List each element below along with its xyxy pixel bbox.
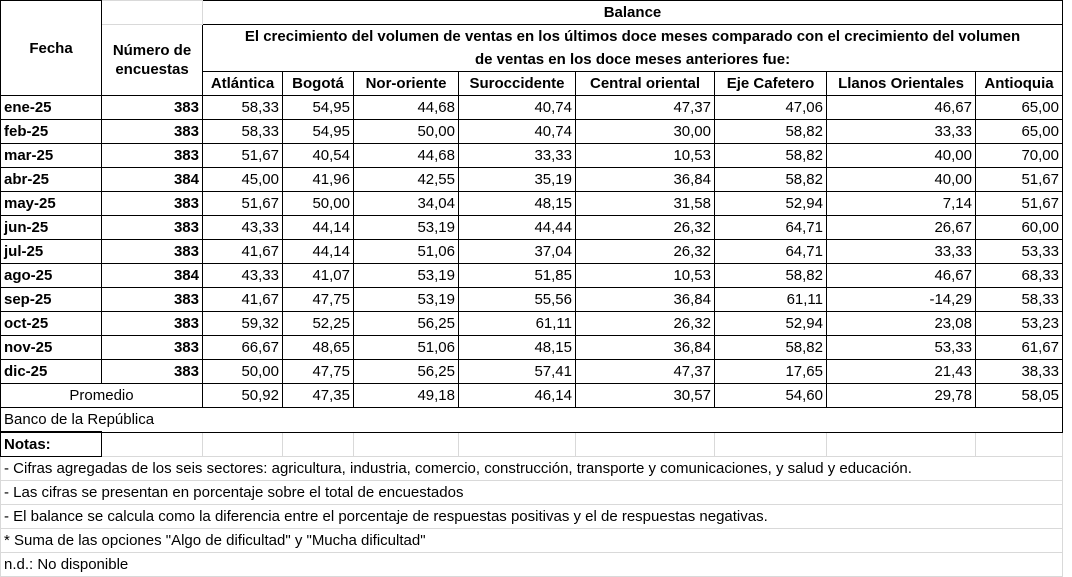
value-cell: 26,32 [576,312,715,336]
value-cell: 56,25 [354,312,459,336]
empty-cell [715,432,827,457]
value-cell: 51,67 [976,168,1063,192]
survey-count-cell: 383 [102,240,203,264]
empty-cell [102,1,203,25]
note-row [1,481,1063,505]
value-cell: 33,33 [827,120,976,144]
value-cell: 58,82 [715,144,827,168]
value-cell: 42,55 [354,168,459,192]
value-cell: 52,94 [715,312,827,336]
value-cell: 50,00 [283,192,354,216]
note-row [1,505,1063,529]
date-cell: jul-25 [1,240,102,264]
balance-header: Balance [203,1,1063,25]
value-cell: 59,32 [203,312,283,336]
value-cell: 44,14 [283,216,354,240]
value-cell: 36,84 [576,336,715,360]
value-cell: 44,14 [283,240,354,264]
source-row [1,408,1063,433]
table-row [1,360,1063,384]
value-cell: 61,11 [715,288,827,312]
value-cell: 17,65 [715,360,827,384]
date-cell: dic-25 [1,360,102,384]
value-cell: 53,23 [976,312,1063,336]
value-cell: 23,08 [827,312,976,336]
date-cell: ago-25 [1,264,102,288]
table-row [1,288,1063,312]
note-text: * Suma de las opciones "Algo de dificultad" y "Mucha dificultad" [1,529,1063,553]
value-cell: 26,32 [576,240,715,264]
table-row [1,96,1063,120]
region-header: Central oriental [576,72,715,96]
table-row [1,240,1063,264]
value-cell: 21,43 [827,360,976,384]
value-cell: 7,14 [827,192,976,216]
value-cell: 43,33 [203,216,283,240]
region-header: Llanos Orientales [827,72,976,96]
numero-encuestas-header [102,25,203,96]
value-cell: 51,06 [354,240,459,264]
value-cell: 54,95 [283,120,354,144]
date-cell: feb-25 [1,120,102,144]
value-cell: 70,00 [976,144,1063,168]
region-header: Nor-oriente [354,72,459,96]
region-header: Antioquia [976,72,1063,96]
header-row-balance [1,1,1063,25]
question-line-2: de ventas en los doce meses anteriores fue: [203,48,1063,72]
empty-cell [459,432,576,457]
note-text: - Cifras agregadas de los seis sectores: agricultura, industria, comercio, construcción, transporte y comunicaciones, y salud y educación. [1,457,1063,481]
survey-count-cell: 383 [102,360,203,384]
value-cell: 53,19 [354,216,459,240]
promedio-label: Promedio [1,384,203,408]
value-cell: 44,44 [459,216,576,240]
value-cell: 41,67 [203,240,283,264]
note-text: - El balance se calcula como la diferencia entre el porcentaje de respuestas positivas y el de respuestas negativas. [1,505,1063,529]
survey-count-cell: 383 [102,216,203,240]
header-row-question-1 [1,25,1063,49]
value-cell: 58,82 [715,168,827,192]
value-cell: 26,32 [576,216,715,240]
value-cell: 58,82 [715,120,827,144]
value-cell: 60,00 [976,216,1063,240]
promedio-value-cell: 29,78 [827,384,976,408]
value-cell: -14,29 [827,288,976,312]
value-cell: 45,00 [203,168,283,192]
value-cell: 51,85 [459,264,576,288]
date-cell: oct-25 [1,312,102,336]
promedio-value-cell: 30,57 [576,384,715,408]
value-cell: 41,67 [203,288,283,312]
value-cell: 55,56 [459,288,576,312]
value-cell: 34,04 [354,192,459,216]
empty-cell [354,432,459,457]
value-cell: 48,15 [459,336,576,360]
value-cell: 61,11 [459,312,576,336]
value-cell: 64,71 [715,216,827,240]
value-cell: 50,00 [354,120,459,144]
table-row [1,264,1063,288]
value-cell: 47,06 [715,96,827,120]
note-row [1,457,1063,481]
value-cell: 40,00 [827,144,976,168]
date-cell: jun-25 [1,216,102,240]
date-cell: abr-25 [1,168,102,192]
value-cell: 64,71 [715,240,827,264]
value-cell: 52,25 [283,312,354,336]
value-cell: 58,33 [203,120,283,144]
value-cell: 44,68 [354,144,459,168]
value-cell: 66,67 [203,336,283,360]
value-cell: 51,06 [354,336,459,360]
value-cell: 40,74 [459,120,576,144]
value-cell: 65,00 [976,96,1063,120]
promedio-value-cell: 54,60 [715,384,827,408]
table-row [1,216,1063,240]
date-cell: nov-25 [1,336,102,360]
survey-count-cell: 383 [102,288,203,312]
region-header: Suroccidente [459,72,576,96]
value-cell: 26,67 [827,216,976,240]
promedio-value-cell: 58,05 [976,384,1063,408]
promedio-row [1,384,1063,408]
table-row [1,192,1063,216]
date-cell: sep-25 [1,288,102,312]
value-cell: 46,67 [827,264,976,288]
survey-count-cell: 383 [102,120,203,144]
table-row [1,120,1063,144]
value-cell: 44,68 [354,96,459,120]
value-cell: 47,75 [283,360,354,384]
value-cell: 52,94 [715,192,827,216]
value-cell: 48,15 [459,192,576,216]
region-header: Eje Cafetero [715,72,827,96]
value-cell: 41,96 [283,168,354,192]
note-text: n.d.: No disponible [1,553,1063,577]
value-cell: 33,33 [459,144,576,168]
value-cell: 53,33 [827,336,976,360]
value-cell: 36,84 [576,168,715,192]
survey-count-cell: 383 [102,312,203,336]
value-cell: 56,25 [354,360,459,384]
value-cell: 37,04 [459,240,576,264]
value-cell: 61,67 [976,336,1063,360]
value-cell: 48,65 [283,336,354,360]
numero-encuestas-line2: encuestas [115,61,189,78]
value-cell: 58,33 [976,288,1063,312]
value-cell: 10,53 [576,144,715,168]
value-cell: 57,41 [459,360,576,384]
empty-cell [827,432,976,457]
value-cell: 53,19 [354,288,459,312]
value-cell: 40,74 [459,96,576,120]
note-row [1,553,1063,577]
notes-title: Notas: [1,432,102,457]
value-cell: 36,84 [576,288,715,312]
value-cell: 33,33 [827,240,976,264]
value-cell: 58,33 [203,96,283,120]
value-cell: 46,67 [827,96,976,120]
value-cell: 47,37 [576,360,715,384]
date-cell: mar-25 [1,144,102,168]
promedio-value-cell: 46,14 [459,384,576,408]
value-cell: 41,07 [283,264,354,288]
value-cell: 51,67 [976,192,1063,216]
empty-cell [283,432,354,457]
value-cell: 31,58 [576,192,715,216]
value-cell: 40,54 [283,144,354,168]
table-row [1,336,1063,360]
value-cell: 38,33 [976,360,1063,384]
value-cell: 43,33 [203,264,283,288]
value-cell: 51,67 [203,144,283,168]
question-line-1: El crecimiento del volumen de ventas en los últimos doce meses comparado con el crecimiento del volumen [203,25,1063,49]
promedio-value-cell: 50,92 [203,384,283,408]
numero-encuestas-line1: Número de [112,42,192,59]
value-cell: 35,19 [459,168,576,192]
value-cell: 58,82 [715,264,827,288]
empty-cell [102,432,203,457]
value-cell: 65,00 [976,120,1063,144]
value-cell: 51,67 [203,192,283,216]
table-row [1,312,1063,336]
value-cell: 54,95 [283,96,354,120]
value-cell: 47,75 [283,288,354,312]
value-cell: 40,00 [827,168,976,192]
empty-cell [576,432,715,457]
value-cell: 47,37 [576,96,715,120]
date-cell: ene-25 [1,96,102,120]
survey-count-cell: 384 [102,168,203,192]
survey-count-cell: 384 [102,264,203,288]
survey-count-cell: 383 [102,336,203,360]
survey-count-cell: 383 [102,192,203,216]
note-text: - Las cifras se presentan en porcentaje sobre el total de encuestados [1,481,1063,505]
table-row [1,144,1063,168]
fecha-header: Fecha [1,1,102,96]
value-cell: 68,33 [976,264,1063,288]
value-cell: 30,00 [576,120,715,144]
promedio-value-cell: 47,35 [283,384,354,408]
source-text: Banco de la República [1,408,1063,433]
survey-count-cell: 383 [102,144,203,168]
notes-title-row [1,432,1063,457]
date-cell: may-25 [1,192,102,216]
promedio-value-cell: 49,18 [354,384,459,408]
survey-count-cell: 383 [102,96,203,120]
note-row [1,529,1063,553]
value-cell: 10,53 [576,264,715,288]
empty-cell [976,432,1063,457]
value-cell: 53,19 [354,264,459,288]
value-cell: 58,82 [715,336,827,360]
value-cell: 53,33 [976,240,1063,264]
table-row [1,168,1063,192]
region-header: Atlántica [203,72,283,96]
value-cell: 50,00 [203,360,283,384]
empty-cell [203,432,283,457]
region-header: Bogotá [283,72,354,96]
